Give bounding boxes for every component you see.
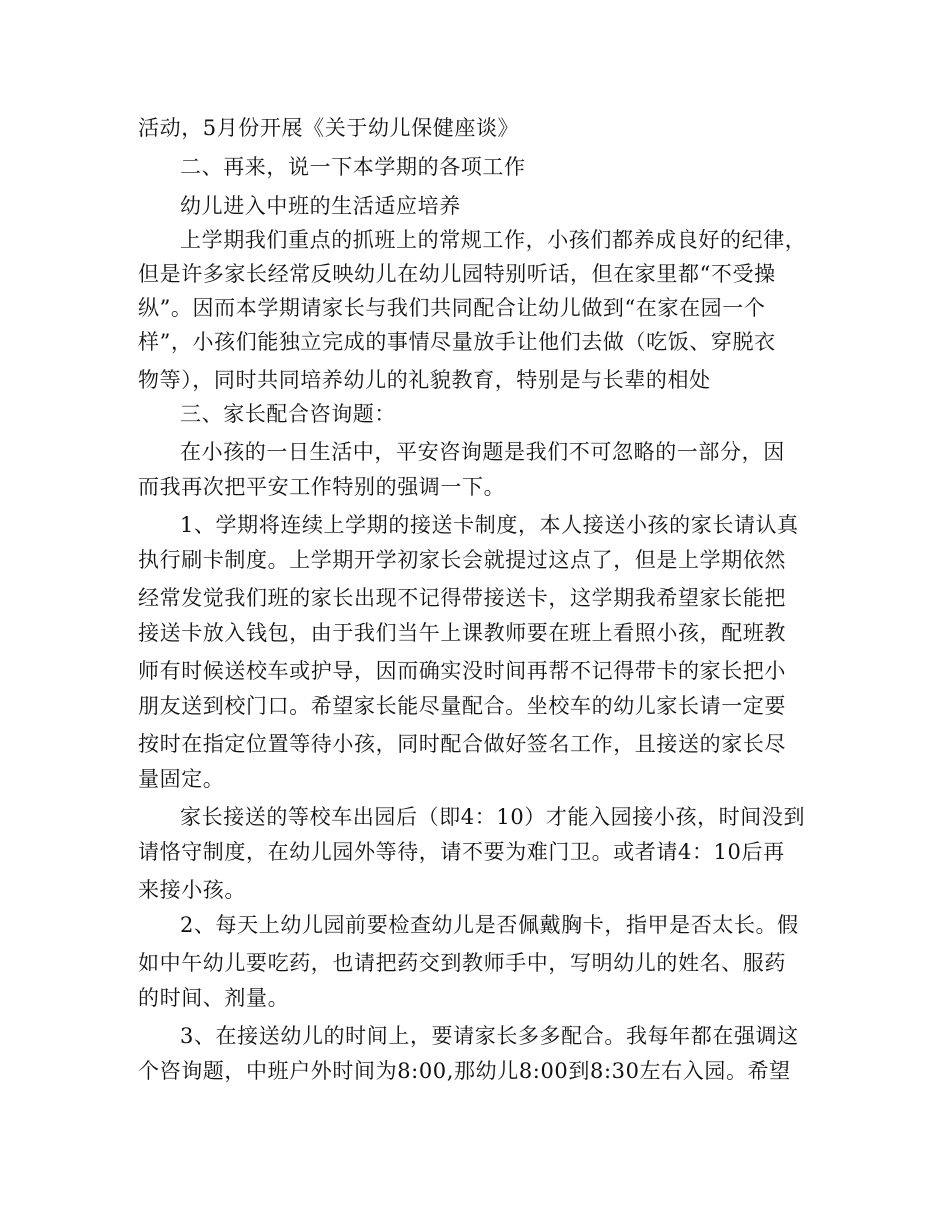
section-heading: 二、再来，说一下本学期的各项工作 bbox=[180, 155, 526, 179]
text-line: 活动，5月份开展《关于幼儿保健座谈》 bbox=[138, 116, 520, 140]
text-line: 师有时候送校车或护导，因而确实没时间再帮不记得带卡的家长把小 bbox=[138, 659, 786, 683]
text-line: 的时间、剂量。 bbox=[138, 986, 290, 1010]
section-heading: 三、家长配合咨询题： bbox=[180, 402, 396, 426]
text-line: 但是许多家长经常反映幼儿在幼儿园特别听话，但在家里都“不受操 bbox=[138, 262, 776, 286]
text-line: 家长接送的等校车出园后（即4：10）才能入园接小孩，时间没到 bbox=[180, 805, 806, 829]
text-line: 在小孩的一日生活中，平安咨询题是我们不可忽略的一部分，因 bbox=[180, 440, 785, 464]
text-line: 接送卡放入钱包，由于我们当午上课教师要在班上看照小孩，配班教 bbox=[138, 621, 786, 645]
text-line: 而我再次把平安工作特别的强调一下。 bbox=[138, 475, 506, 499]
text-line: 量固定。 bbox=[138, 767, 225, 791]
text-line: 请恪守制度，在幼儿园外等待，请不要为难门卫。或者请4：10后再 bbox=[138, 840, 785, 864]
text-line: 2、每天上幼儿园前要检查幼儿是否佩戴胸卡，指甲是否太长。假 bbox=[180, 913, 799, 937]
text-line: 执行刷卡制度。上学期开学初家长会就提过这点了，但是上学期依然 bbox=[138, 548, 786, 572]
subsection-heading: 幼儿进入中班的生活适应培养 bbox=[180, 194, 461, 218]
text-line: 如中午幼儿要吃药，也请把药交到教师手中，写明幼儿的姓名、服药 bbox=[138, 951, 786, 975]
text-line: 朋友送到校门口。希望家长能尽量配合。坐校车的幼儿家长请一定要 bbox=[138, 694, 786, 718]
text-line: 纵”。因而本学期请家长与我们共同配合让幼儿做到“在家在园一个 bbox=[138, 296, 766, 320]
text-line: 样”，小孩们能独立完成的事情尽量放手让他们去做（吃饭、穿脱衣 bbox=[138, 330, 776, 354]
text-line: 物等），同时共同培养幼儿的礼貌教育，特别是与长辈的相处 bbox=[138, 368, 711, 392]
text-line: 来接小孩。 bbox=[138, 878, 246, 902]
text-line: 经常发觉我们班的家长出现不记得带接送卡，这学期我希望家长能把 bbox=[138, 586, 786, 610]
text-line: 按时在指定位置等待小孩，同时配合做好签名工作，且接送的家长尽 bbox=[138, 732, 786, 756]
text-line: 1、学期将连续上学期的接送卡制度，本人接送小孩的家长请认真 bbox=[180, 513, 799, 537]
text-line: 上学期我们重点的抓班上的常规工作，小孩们都养成良好的纪律， bbox=[180, 228, 807, 252]
text-line: 个咨询题，中班户外时间为8:00,那幼儿8:00到8:30左右入园。希望 bbox=[138, 1059, 791, 1083]
text-line: 3、在接送幼儿的时间上，要请家长多多配合。我每年都在强调这 bbox=[180, 1024, 799, 1048]
